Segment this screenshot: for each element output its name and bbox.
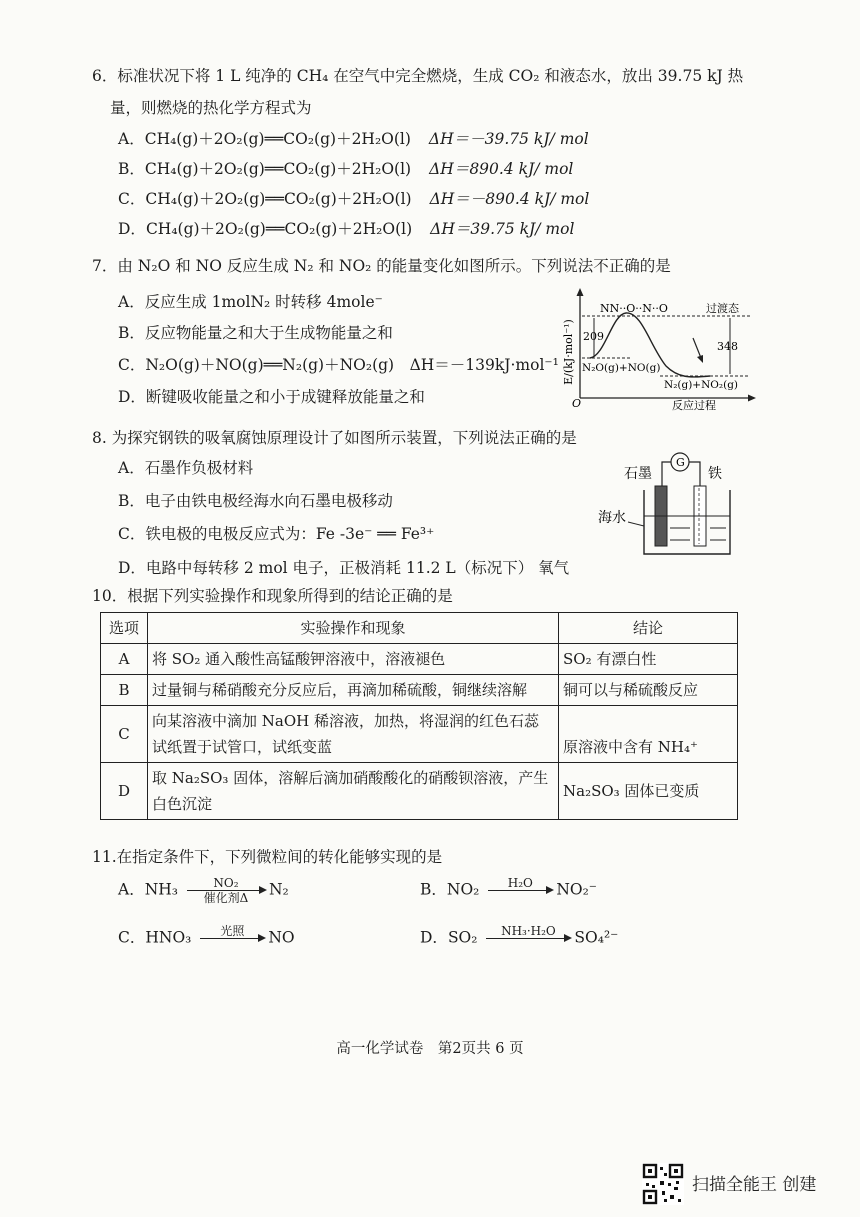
row-conclusion: 铜可以与稀硫酸反应 — [559, 675, 738, 706]
ea-forward-label: 209 — [583, 330, 604, 343]
experiment-table — [100, 612, 738, 820]
table-row — [101, 763, 738, 820]
row-operation — [148, 763, 559, 820]
q8-option-d: D．电路中每转移 2 mol 电子，正极消耗 11.2 L（标况下） 氧气 — [118, 559, 570, 577]
q11-option-c: C．HNO₃ 光照 NO — [118, 924, 295, 953]
products-label: N₂(g)+NO₂(g) — [664, 379, 739, 391]
graphite-label: 石墨 — [624, 466, 652, 482]
seawater-pointer — [628, 522, 644, 526]
reaction-arrow-icon: NO₂ 催化剂Δ — [187, 876, 265, 905]
row-operation: 过量铜与稀硝酸充分反应后，再滴加稀硫酸，铜继续溶解 — [148, 675, 559, 706]
y-axis-label: E/(kJ·mol⁻¹) — [562, 319, 575, 385]
galvanometer-label: G — [676, 456, 685, 469]
q8-option-a: A．石墨作负极材料 — [118, 459, 254, 477]
q6-option-a: A．CH₄(g)＋2O₂(g)══CO₂(g)＋2H₂O(l) ΔH＝－39.75 kJ/ mol — [118, 130, 589, 148]
reaction-arrow-icon: H₂O — [488, 876, 552, 905]
seawater-label: 海水 — [598, 510, 626, 526]
q6-option-d: D．CH₄(g)＋2O₂(g)══CO₂(g)＋2H₂O(l) ΔH＝39.75 kJ/ mol — [118, 220, 575, 238]
reaction-arrow-icon: 光照 — [200, 924, 264, 953]
energy-diagram — [560, 286, 760, 412]
reactants-label: N₂O(g)+NO(g) — [582, 362, 661, 374]
scanner-watermark: 扫描全能王 创建 — [692, 1175, 817, 1195]
qr-code-icon — [642, 1163, 684, 1205]
q11-option-d: D．SO₂ NH₃·H₂O SO₄²⁻ — [420, 924, 618, 953]
reaction-arrow-icon — [697, 355, 703, 363]
table-row — [101, 644, 738, 675]
row-operation — [148, 706, 559, 763]
wire-left — [662, 462, 671, 486]
q11-stem: 11.在指定条件下，下列微粒间的转化能够实现的是 — [92, 848, 443, 866]
reaction-arrow-icon: NH₃·H₂O — [486, 924, 570, 953]
q11-option-a: A．NH₃ NO₂ 催化剂Δ N₂ — [118, 876, 289, 905]
y-axis-arrow-icon — [577, 288, 584, 296]
corrosion-apparatus-diagram — [596, 448, 746, 560]
ts-structure-label: NN··O··N··O — [600, 302, 668, 315]
q8-stem: 8. 为探究钢铁的吸氧腐蚀原理设计了如图所示装置，下列说法正确的是 — [92, 429, 577, 447]
q6-stem-line1: 6．标准状况下将 1 L 纯净的 CH₄ 在空气中完全燃烧，生成 CO₂ 和液态水，放出 39.75 kJ 热 — [92, 67, 744, 85]
q6-option-c: C．CH₄(g)＋2O₂(g)══CO₂(g)＋2H₂O(l) ΔH＝－890.4 kJ/ mol — [118, 190, 590, 208]
table-header-row — [101, 613, 738, 644]
table-row — [101, 675, 738, 706]
q8-option-c: C．铁电极的电极反应式为：Fe -3e⁻ ══ Fe³⁺ — [118, 525, 435, 543]
q7-option-c: C．N₂O(g)＋NO(g)══N₂(g)＋NO₂(g) ΔH＝－139kJ·mol⁻¹ — [118, 356, 559, 374]
row-operation: 将 SO₂ 通入酸性高锰酸钾溶液中，溶液褪色 — [148, 644, 559, 675]
q7-option-a: A．反应生成 1molN₂ 时转移 4mole⁻ — [118, 293, 383, 311]
row-operation-line: 取 Na₂SO₃ 固体，溶解后滴加硝酸酸化的硝酸钡溶液，产生 — [152, 769, 549, 787]
header-conclusion: 结论 — [559, 613, 738, 644]
q6-stem-line2: 量，则燃烧的热化学方程式为 — [110, 99, 312, 117]
q8-option-b: B．电子由铁电极经海水向石墨电极移动 — [118, 492, 393, 510]
row-option: C — [101, 706, 148, 763]
q6-option-b: B．CH₄(g)＋2O₂(g)══CO₂(g)＋2H₂O(l) ΔH＝890.4 kJ/ mol — [118, 160, 574, 178]
row-operation-line: 向某溶液中滴加 NaOH 稀溶液，加热，将湿润的红色石蕊 — [152, 712, 539, 730]
q10-stem: 10．根据下列实验操作和现象所得到的结论正确的是 — [92, 587, 453, 605]
x-axis-arrow-icon — [748, 395, 756, 402]
q7-stem: 7．由 N₂O 和 NO 反应生成 N₂ 和 NO₂ 的能量变化如图所示。下列说法不正确的是 — [92, 257, 671, 275]
q7-option-d: D．断键吸收能量之和小于成键释放能量之和 — [118, 388, 425, 406]
ts-label: 过渡态 — [706, 302, 739, 315]
row-operation-line: 试纸置于试管口，试纸变蓝 — [152, 738, 333, 756]
row-conclusion: 原溶液中含有 NH₄⁺ — [559, 706, 738, 763]
row-option: A — [101, 644, 148, 675]
row-conclusion: Na₂SO₃ 固体已变质 — [559, 763, 738, 820]
row-conclusion: SO₂ 有漂白性 — [559, 644, 738, 675]
row-option: D — [101, 763, 148, 820]
iron-label: 铁 — [708, 466, 722, 482]
wire-right — [689, 462, 700, 486]
row-operation-line: 白色沉淀 — [152, 795, 213, 813]
header-operation: 实验操作和现象 — [148, 613, 559, 644]
table-row — [101, 706, 738, 763]
reaction-arrow — [693, 338, 701, 358]
origin-label: O — [572, 397, 582, 410]
x-axis-label: 反应过程 — [672, 399, 716, 412]
page-footer: 高一化学试卷 第2页共 6 页 — [336, 1041, 524, 1057]
q11-option-b: B．NO₂ H₂O NO₂⁻ — [420, 876, 597, 905]
header-option: 选项 — [101, 613, 148, 644]
q7-option-b: B．反应物能量之和大于生成物能量之和 — [118, 324, 393, 342]
ea-reverse-label: 348 — [717, 340, 738, 353]
row-option: B — [101, 675, 148, 706]
